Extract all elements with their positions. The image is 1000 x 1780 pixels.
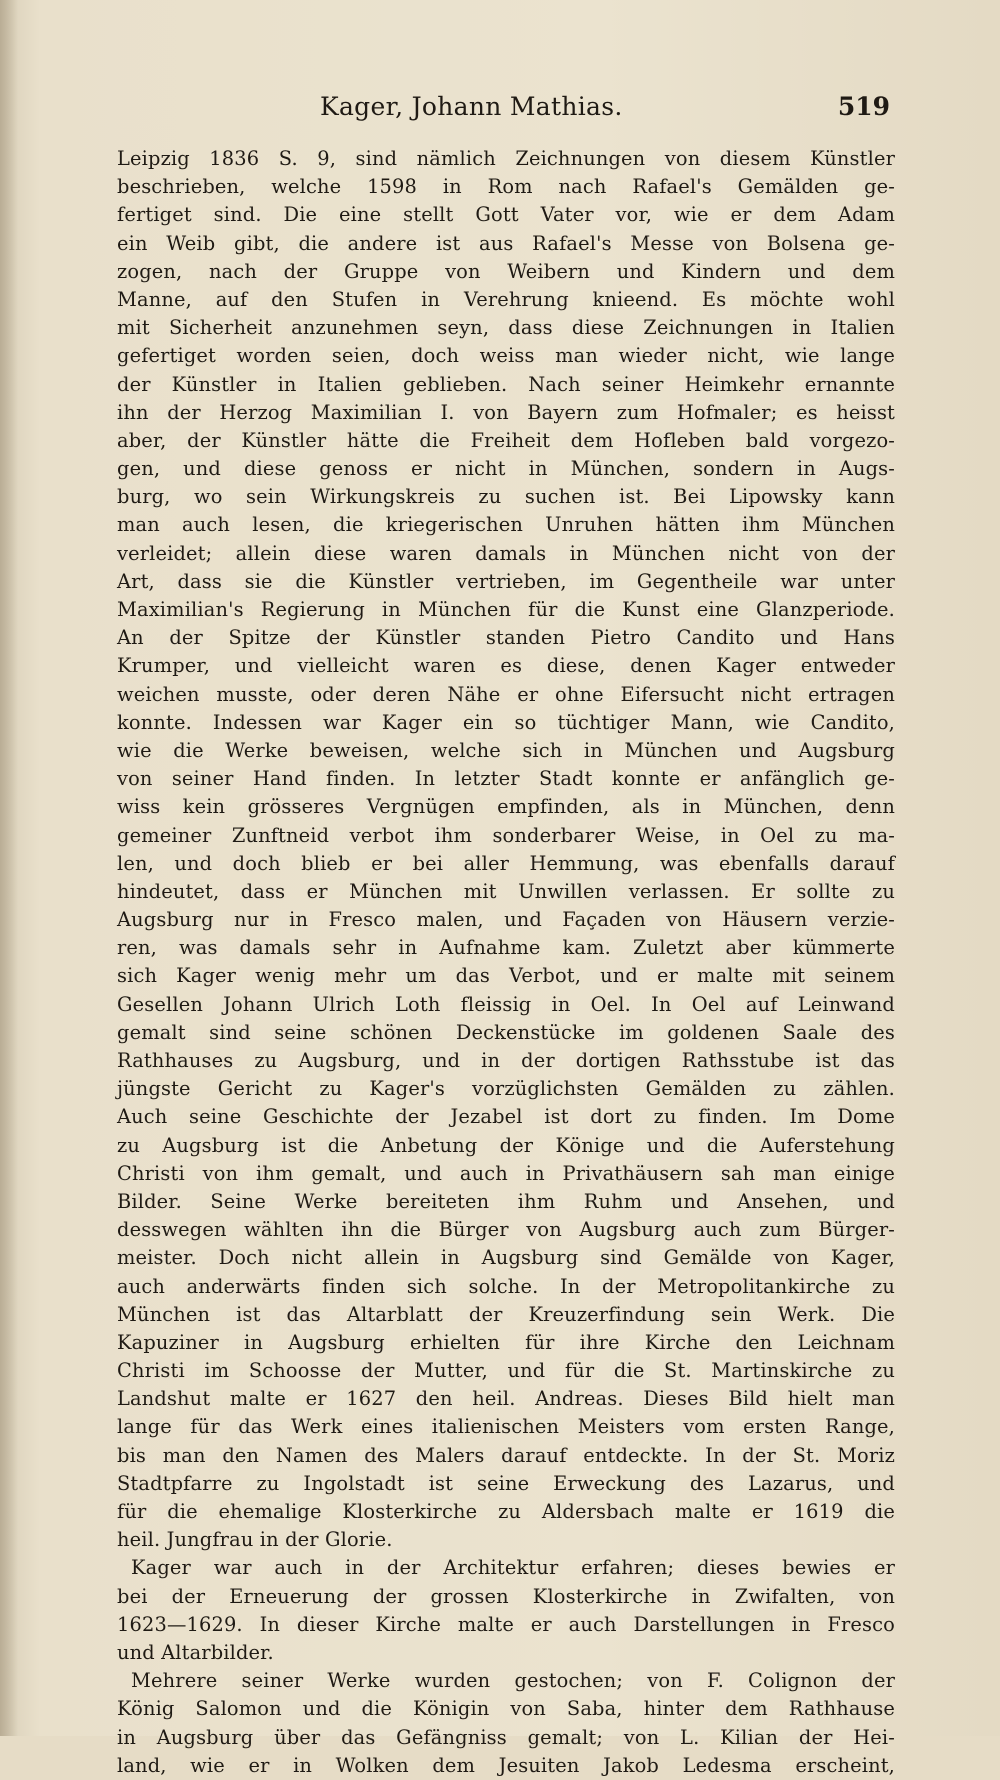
text-line: meister. Doch nicht allein in Augsburg sind Gemälde von Kager, — [117, 1246, 895, 1270]
text-line: heil. Jungfrau in der Glorie. — [117, 1528, 393, 1552]
text-line: desswegen wählten ihn die Bürger von Augsburg auch zum Bürger- — [117, 1218, 895, 1242]
page-number: 519 — [837, 92, 890, 121]
text-line: land, wie er in Wolken dem Jesuiten Jakob Ledesma erscheint, — [117, 1753, 895, 1777]
text-line: lange für das Werk eines italienischen Meisters vom ersten Range, — [117, 1415, 895, 1439]
text-line: 1623—1629. In dieser Kirche malte er auch Darstellungen in Fresco — [117, 1612, 895, 1636]
text-line: Stadtpfarre zu Ingolstadt ist seine Erweckung des Lazarus, und — [117, 1471, 895, 1495]
text-line: Art, dass sie die Künstler vertrieben, im Gegentheile war unter — [117, 569, 895, 593]
text-line: für die ehemalige Klosterkirche zu Aldersbach malte er 1619 die — [117, 1500, 895, 1523]
text-line: aber, der Künstler hätte die Freiheit dem Hofleben bald vorgezo- — [117, 428, 895, 452]
text-line: fertiget sind. Die eine stellt Gott Vater vor, wie er dem Adam — [117, 203, 895, 227]
text-line: ein Weib gibt, die andere ist aus Rafael's Messe von Bolsena ge- — [117, 231, 895, 255]
body-text — [117, 145, 895, 1780]
text-line: ihn der Herzog Maximilian I. von Bayern zum Hofmaler; es heisst — [117, 400, 895, 424]
text-line: sich Kager wenig mehr um das Verbot, und er malte mit seinem — [117, 964, 895, 988]
text-line: jüngste Gericht zu Kager's vorzüglichsten Gemälden zu zählen. — [117, 1077, 895, 1101]
text-line: Bilder. Seine Werke bereiteten ihm Ruhm und Ansehen, und — [117, 1189, 895, 1213]
text-line: Mehrere seiner Werke wurden gestochen; von F. Colignon der — [131, 1669, 895, 1693]
text-line: gen, und diese genoss er nicht in München, sondern in Augs- — [117, 457, 895, 481]
text-line: gefertiget worden seien, doch weiss man wieder nicht, wie lange — [117, 344, 895, 368]
text-line: Augsburg nur in Fresco malen, und Façaden von Häusern verzie- — [117, 908, 895, 932]
text-line: gemalt sind seine schönen Deckenstücke im goldenen Saale des — [117, 1020, 895, 1044]
text-line: München ist das Altarblatt der Kreuzerfindung sein Werk. Die — [117, 1302, 895, 1326]
text-line: ren, was damals sehr in Aufnahme kam. Zuletzt aber kümmerte — [117, 936, 895, 960]
page-gutter-shadow — [0, 0, 18, 1736]
text-line: und Altarbilder. — [117, 1640, 274, 1664]
text-line: Rathhauses zu Augsburg, und in der dortigen Rathsstube ist das — [117, 1049, 895, 1072]
header-title: Kager, Johann Mathias. — [320, 92, 623, 121]
text-line: An der Spitze der Künstler standen Pietro Candito und Hans — [117, 626, 895, 650]
text-line: bei der Erneuerung der grossen Klosterkirche in Zwifalten, von — [117, 1584, 895, 1608]
text-line: König Salomon und die Königin von Saba, hinter dem Rathhause — [117, 1697, 895, 1721]
text-line: Landshut malte er 1627 den heil. Andreas. Dieses Bild hielt man — [117, 1387, 895, 1411]
text-line: Kapuziner in Augsburg erhielten für ihre Kirche den Leichnam — [117, 1330, 895, 1354]
text-line: man auch lesen, die kriegerischen Unruhen hätten ihm München — [117, 513, 895, 537]
text-line: Manne, auf den Stufen in Verehrung knieend. Es möchte wohl — [117, 287, 895, 311]
text-line: von seiner Hand finden. In letzter Stadt konnte er anfänglich ge- — [117, 767, 895, 791]
text-line: len, und doch blieb er bei aller Hemmung, was ebenfalls darauf — [117, 851, 895, 875]
text-line: auch anderwärts finden sich solche. In der Metropolitankirche zu — [117, 1274, 895, 1298]
text-line: weichen musste, oder deren Nähe er ohne Eifersucht nicht ertragen — [117, 682, 895, 706]
text-line: Christi von ihm gemalt, und auch in Privathäusern sah man einige — [117, 1161, 895, 1185]
text-line: wiss kein grösseres Vergnügen empfinden, als in München, denn — [117, 795, 895, 819]
text-line: Christi im Schoosse der Mutter, und für die St. Martinskirche zu — [117, 1359, 895, 1383]
text-line: Kager war auch in der Architektur erfahren; dieses bewies er — [131, 1556, 895, 1580]
text-line: in Augsburg über das Gefängniss gemalt; von L. Kilian der Hei- — [117, 1725, 895, 1749]
text-line: burg, wo sein Wirkungskreis zu suchen ist. Bei Lipowsky kann — [117, 485, 895, 509]
text-line: hindeutet, dass er München mit Unwillen verlassen. Er sollte zu — [117, 879, 895, 903]
text-line: konnte. Indessen war Kager ein so tüchtiger Mann, wie Candito, — [117, 710, 895, 734]
text-line: mit Sicherheit anzunehmen seyn, dass diese Zeichnungen in Italien — [117, 316, 895, 340]
text-line: Leipzig 1836 S. 9, sind nämlich Zeichnungen von diesem Künstler — [117, 147, 895, 170]
text-line: verleidet; allein diese waren damals in München nicht von der — [117, 541, 895, 565]
text-line: Auch seine Geschichte der Jezabel ist dort zu finden. Im Dome — [117, 1105, 895, 1129]
text-line: Krumper, und vielleicht waren es diese, denen Kager entweder — [117, 654, 895, 678]
text-line: bis man den Namen des Malers darauf entdeckte. In der St. Moriz — [117, 1443, 895, 1467]
text-line: der Künstler in Italien geblieben. Nach seiner Heimkehr ernannte — [117, 372, 895, 396]
running-header — [120, 92, 890, 132]
text-line: Gesellen Johann Ulrich Loth fleissig in Oel. In Oel auf Leinwand — [117, 992, 895, 1016]
text-line: Maximilian's Regierung in München für die Kunst eine Glanzperiode. — [117, 598, 895, 621]
text-line: zu Augsburg ist die Anbetung der Könige und die Auferstehung — [117, 1133, 895, 1157]
text-line: gemeiner Zunftneid verbot ihm sonderbarer Weise, in Oel zu ma- — [117, 823, 895, 847]
text-line: zogen, nach der Gruppe von Weibern und Kindern und dem — [117, 259, 895, 283]
text-line: wie die Werke beweisen, welche sich in München und Augsburg — [117, 738, 895, 762]
text-line: beschrieben, welche 1598 in Rom nach Rafael's Gemälden ge- — [117, 175, 895, 199]
